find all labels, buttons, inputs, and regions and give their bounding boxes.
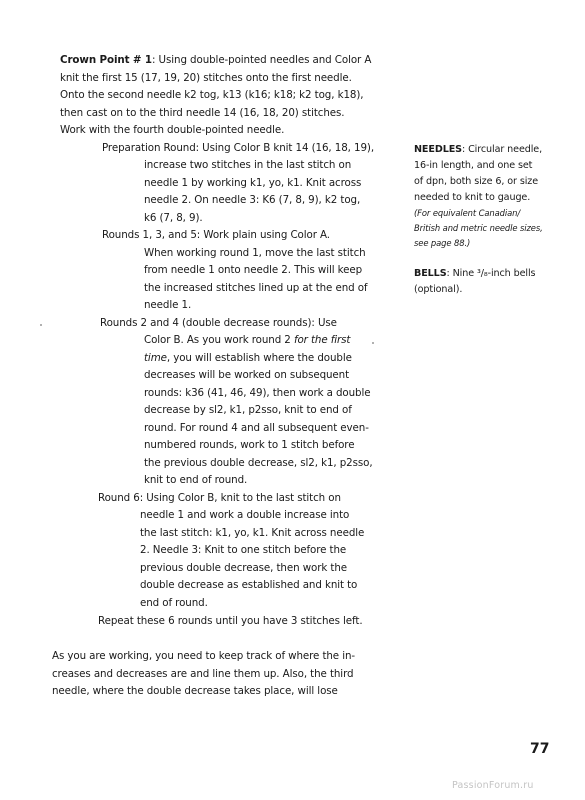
line-1: Crown Point # 1: Using double-pointed needles and Color A (60, 54, 372, 66)
needles-line-3: of dpn, both size 6, or size (414, 176, 539, 187)
line-4: then cast on to the third needle 14 (16, 18, 20) stitches. (60, 107, 345, 119)
crown-point-heading: Crown Point # 1 (60, 54, 153, 66)
scan-speck (40, 324, 42, 326)
scan-speck (372, 342, 374, 344)
line-35: creases and decreases are and line them up. Also, the third (52, 668, 354, 680)
line-10: k6 (7, 8, 9). (144, 212, 203, 224)
line-14: the increased stitches lined up at the end of (144, 282, 368, 294)
line-2: knit the first 15 (17, 19, 20) stitches onto the first needle. (60, 72, 352, 84)
needles-note-3: see page 88.) (414, 238, 471, 248)
line-23: numbered rounds, work to 1 stitch before (144, 439, 355, 451)
bells-line-1: BELLS: Nine ³/₈-inch bells (414, 268, 536, 279)
line-5: Work with the fourth double-pointed needle. (60, 124, 285, 136)
line-36: needle, where the double decrease takes place, will lose (52, 685, 338, 697)
line-13: from needle 1 onto needle 2. This will keep (144, 264, 363, 276)
needles-label: NEEDLES (414, 144, 462, 155)
line-15: needle 1. (144, 299, 192, 311)
line-8: needle 1 by working k1, yo, k1. Knit across (144, 177, 362, 189)
line-20: rounds: k36 (41, 46, 49), then work a double (144, 387, 371, 399)
bells-label: BELLS (414, 268, 447, 279)
rounds-24-heading: Rounds 2 and 4 (double decrease rounds): Use (100, 317, 337, 329)
bells-line-2: (optional). (414, 284, 463, 295)
line-17: Color B. As you work round 2 for the first (144, 334, 351, 346)
preparation-round-heading: Preparation Round: Using Color B knit 14 (16, 18, 19), (102, 142, 375, 154)
line-18: time, you will establish where the double (144, 352, 352, 364)
line-27: needle 1 and work a double increase into (140, 509, 350, 521)
needles-note-1: (For equivalent Canadian/ (414, 208, 521, 218)
needles-line-4: needed to knit to gauge. (414, 192, 531, 203)
page-number: 77 (530, 741, 550, 757)
round-6-heading: Round 6: Using Color B, knit to the last stitch on (98, 492, 341, 504)
line-12: When working round 1, move the last stitch (144, 247, 366, 259)
line-30: previous double decrease, then work the (140, 562, 347, 574)
needles-line-1: NEEDLES: Circular needle, (414, 144, 543, 155)
line-7: increase two stitches in the last stitch on (144, 159, 352, 171)
line-9: needle 2. On needle 3: K6 (7, 8, 9), k2 tog, (144, 194, 361, 206)
line-28: the last stitch: k1, yo, k1. Knit across needle (140, 527, 365, 539)
line-21: decrease by sl2, k1, p2sso, knit to end of (144, 404, 352, 416)
line-31: double decrease as established and knit to (140, 579, 358, 591)
line-34: As you are working, you need to keep track of where the in- (52, 650, 356, 662)
line-25: knit to end of round. (144, 474, 248, 486)
line-22: round. For round 4 and all subsequent even- (144, 422, 369, 434)
needles-note-2: British and metric needle sizes, (414, 223, 543, 233)
line-19: decreases will be worked on subsequent (144, 369, 350, 381)
rounds-135-heading: Rounds 1, 3, and 5: Work plain using Color A. (102, 229, 330, 241)
line-3: Onto the second needle k2 tog, k13 (k16; k18; k2 tog, k18), (60, 89, 364, 101)
repeat-line: Repeat these 6 rounds until you have 3 stitches left. (98, 615, 363, 627)
line-29: 2. Needle 3: Knit to one stitch before the (140, 544, 347, 556)
needles-line-2: 16-in length, and one set (414, 160, 533, 171)
line-24: the previous double decrease, sl2, k1, p2sso, (144, 457, 373, 469)
watermark: PassionForum.ru (452, 780, 534, 791)
line-32: end of round. (140, 597, 208, 609)
